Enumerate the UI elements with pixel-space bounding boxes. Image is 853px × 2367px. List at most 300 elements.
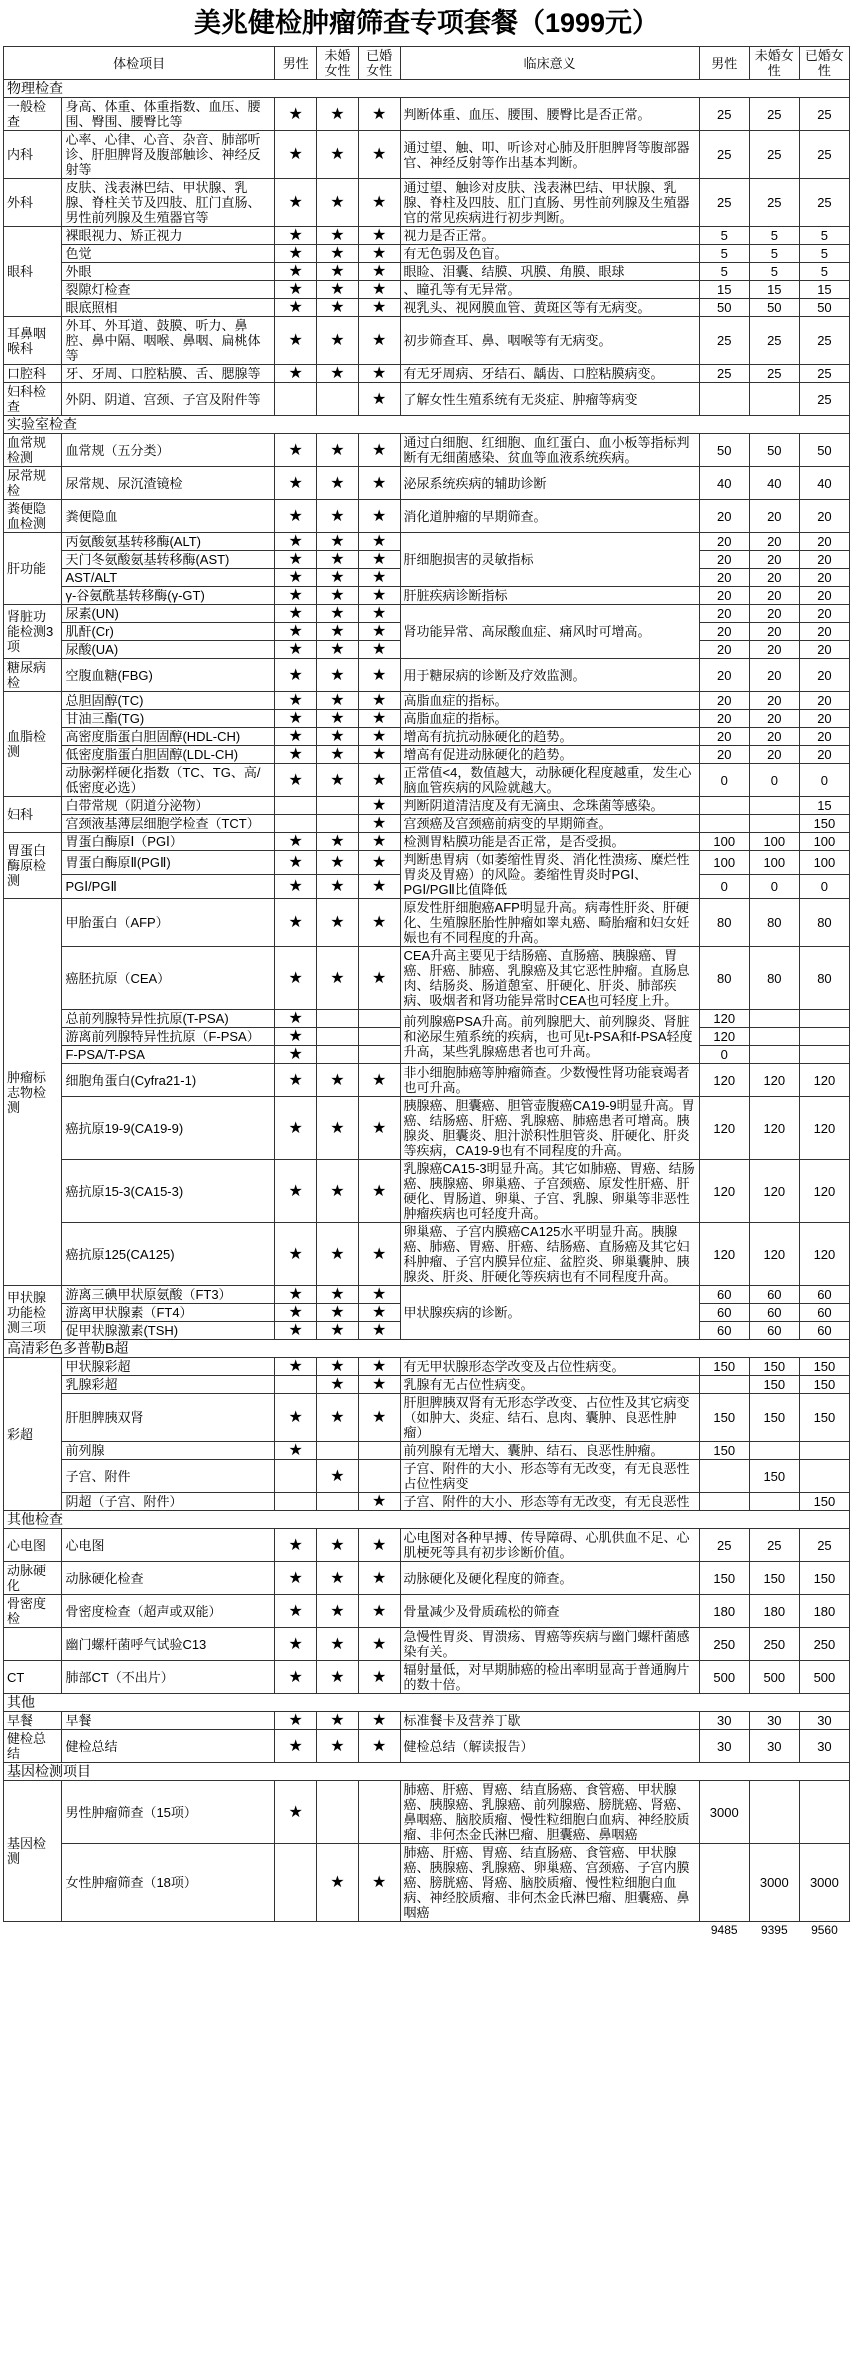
item-cell: 游离前列腺特异性抗原（F-PSA） <box>62 1028 275 1046</box>
price-unmarried-female: 100 <box>749 833 799 851</box>
male-star <box>275 1844 317 1922</box>
unmarried-female-star: ★ <box>317 1097 359 1160</box>
male-star: ★ <box>275 1730 317 1763</box>
price-unmarried-female: 20 <box>749 551 799 569</box>
table-row <box>4 1628 850 1661</box>
price-unmarried-female: 60 <box>749 1286 799 1304</box>
married-female-star: ★ <box>358 500 400 533</box>
table-row <box>4 1064 850 1097</box>
unmarried-female-star: ★ <box>317 746 359 764</box>
item-cell: 促甲状腺激素(TSH) <box>62 1322 275 1340</box>
male-star <box>275 815 317 833</box>
item-cell: 动脉粥样硬化指数（TC、TG、高/低密度必选） <box>62 764 275 797</box>
unmarried-female-star: ★ <box>317 1595 359 1628</box>
price-unmarried-female: 50 <box>749 434 799 467</box>
section-row <box>4 416 850 434</box>
table-row <box>4 587 850 605</box>
unmarried-female-star: ★ <box>317 875 359 899</box>
married-female-star: ★ <box>358 710 400 728</box>
married-female-star: ★ <box>358 1394 400 1442</box>
unmarried-female-star <box>317 815 359 833</box>
price-unmarried-female: 40 <box>749 467 799 500</box>
unmarried-female-star: ★ <box>317 1376 359 1394</box>
price-married-female: 5 <box>799 245 849 263</box>
meaning-cell: 检测胃粘膜功能是否正常，是否受损。 <box>400 833 699 851</box>
category-cell: 糖尿病检 <box>4 659 62 692</box>
table-row <box>4 1595 850 1628</box>
married-female-star: ★ <box>358 587 400 605</box>
price-unmarried-female: 120 <box>749 1064 799 1097</box>
price-married-female <box>799 1781 849 1844</box>
price-unmarried-female: 20 <box>749 533 799 551</box>
table-row <box>4 1358 850 1376</box>
meaning-cell: 甲状腺疾病的诊断。 <box>400 1286 699 1340</box>
male-star: ★ <box>275 1322 317 1340</box>
price-unmarried-female: 120 <box>749 1223 799 1286</box>
section-title: 其他检查 <box>4 1511 850 1529</box>
married-female-star: ★ <box>358 875 400 899</box>
price-male: 5 <box>699 263 749 281</box>
item-cell: 胃蛋白酶原Ⅱ(PGⅡ) <box>62 851 275 875</box>
item-cell: 癌抗原19-9(CA19-9) <box>62 1097 275 1160</box>
price-married-female: 25 <box>799 179 849 227</box>
item-cell: 癌抗原15-3(CA15-3) <box>62 1160 275 1223</box>
unmarried-female-star: ★ <box>317 1844 359 1922</box>
price-male: 80 <box>699 947 749 1010</box>
price-unmarried-female: 15 <box>749 281 799 299</box>
price-male: 120 <box>699 1010 749 1028</box>
meaning-cell: 宫颈癌及宫颈癌前病变的早期筛查。 <box>400 815 699 833</box>
table-row <box>4 1730 850 1763</box>
price-male <box>699 1460 749 1493</box>
price-unmarried-female: 30 <box>749 1730 799 1763</box>
section-title: 高清彩色多普勒B超 <box>4 1340 850 1358</box>
meaning-cell: 胰腺癌、胆囊癌、胆管壶腹癌CA19-9明显升高。胃癌、结肠癌、肝癌、乳腺癌、肺癌患者可增高。胰腺炎、胆囊炎、胆汁淤积性胆管炎、肝硬化、肝炎等疾病，CA19-9也有不同程度的升高。 <box>400 1097 699 1160</box>
married-female-star: ★ <box>358 299 400 317</box>
meaning-cell: 了解女性生殖系统有无炎症、肿瘤等病变 <box>400 383 699 416</box>
table-row <box>4 131 850 179</box>
header-row <box>4 47 850 80</box>
male-star: ★ <box>275 1223 317 1286</box>
price-married-female: 150 <box>799 1562 849 1595</box>
male-star: ★ <box>275 1661 317 1694</box>
married-female-star: ★ <box>358 1730 400 1763</box>
price-male: 80 <box>699 899 749 947</box>
price-married-female <box>799 1460 849 1493</box>
price-male: 20 <box>699 710 749 728</box>
category-cell: 尿常规检 <box>4 467 62 500</box>
price-male: 20 <box>699 659 749 692</box>
married-female-star: ★ <box>358 641 400 659</box>
married-female-star: ★ <box>358 851 400 875</box>
male-star <box>275 1376 317 1394</box>
meaning-cell: 消化道肿瘤的早期筛查。 <box>400 500 699 533</box>
category-cell: 妇科检查 <box>4 383 62 416</box>
price-male: 120 <box>699 1064 749 1097</box>
table-row <box>4 467 850 500</box>
male-star: ★ <box>275 569 317 587</box>
unmarried-female-star: ★ <box>317 1628 359 1661</box>
male-star: ★ <box>275 1712 317 1730</box>
table-row <box>4 1844 850 1922</box>
unmarried-female-star: ★ <box>317 317 359 365</box>
unmarried-female-star: ★ <box>317 533 359 551</box>
meaning-cell: 有无牙周病、牙结石、龋齿、口腔粘膜病变。 <box>400 365 699 383</box>
totals-row <box>4 1922 850 1940</box>
price-unmarried-female: 20 <box>749 587 799 605</box>
table-row <box>4 1712 850 1730</box>
male-star: ★ <box>275 551 317 569</box>
meaning-cell: 动脉硬化及硬化程度的筛查。 <box>400 1562 699 1595</box>
category-cell: 彩超 <box>4 1358 62 1511</box>
unmarried-female-star: ★ <box>317 1730 359 1763</box>
item-cell: 外耳、外耳道、鼓膜、听力、鼻腔、鼻中隔、咽喉、鼻咽、扁桃体等 <box>62 317 275 365</box>
unmarried-female-star: ★ <box>317 569 359 587</box>
table-row <box>4 815 850 833</box>
meaning-cell: 正常值<4，数值越大，动脉硬化程度越重，发生心脑血管疾病的风险就越大。 <box>400 764 699 797</box>
table-row <box>4 1010 850 1028</box>
married-female-star: ★ <box>358 281 400 299</box>
male-star: ★ <box>275 365 317 383</box>
section-title: 基因检测项目 <box>4 1763 850 1781</box>
item-cell: 皮肤、浅表淋巴结、甲状腺、乳腺、脊柱关节及四肢、肛门直肠、男性前列腺及生殖器官等 <box>62 179 275 227</box>
item-cell: 动脉硬化检查 <box>62 1562 275 1595</box>
price-male: 20 <box>699 587 749 605</box>
married-female-star: ★ <box>358 815 400 833</box>
total-unmarried-female: 9395 <box>760 1923 788 1937</box>
married-female-star: ★ <box>358 1529 400 1562</box>
price-unmarried-female: 60 <box>749 1322 799 1340</box>
male-star: ★ <box>275 1304 317 1322</box>
unmarried-female-star: ★ <box>317 833 359 851</box>
table-row <box>4 1493 850 1511</box>
item-cell: 肌酐(Cr) <box>62 623 275 641</box>
price-unmarried-female: 20 <box>749 623 799 641</box>
price-married-female: 150 <box>799 1358 849 1376</box>
male-star: ★ <box>275 434 317 467</box>
price-unmarried-female: 5 <box>749 263 799 281</box>
price-male: 25 <box>699 365 749 383</box>
item-cell: 心率、心律、心音、杂音、肺部听诊、肝胆脾肾及腹部触诊、神经反射等 <box>62 131 275 179</box>
meaning-cell: 急慢性胃炎、胃溃疡、胃癌等疾病与幽门螺杆菌感染有关。 <box>400 1628 699 1661</box>
price-unmarried-female: 50 <box>749 299 799 317</box>
table-row <box>4 98 850 131</box>
married-female-star <box>358 1010 400 1028</box>
price-married-female: 120 <box>799 1097 849 1160</box>
male-star: ★ <box>275 131 317 179</box>
married-female-star: ★ <box>358 797 400 815</box>
married-female-star: ★ <box>358 131 400 179</box>
married-female-star <box>358 1460 400 1493</box>
unmarried-female-star: ★ <box>317 1460 359 1493</box>
unmarried-female-star: ★ <box>317 1286 359 1304</box>
price-married-female: 25 <box>799 317 849 365</box>
male-star: ★ <box>275 1064 317 1097</box>
item-cell: 眼底照相 <box>62 299 275 317</box>
unmarried-female-star: ★ <box>317 227 359 245</box>
table-row <box>4 851 850 875</box>
price-unmarried-female: 150 <box>749 1358 799 1376</box>
male-star: ★ <box>275 227 317 245</box>
item-cell: 游离三碘甲状原氨酸（FT3） <box>62 1286 275 1304</box>
male-star: ★ <box>275 245 317 263</box>
price-married-female: 20 <box>799 569 849 587</box>
price-male <box>699 815 749 833</box>
section-row <box>4 1763 850 1781</box>
meaning-cell: 辐射量低，对早期肺癌的检出率明显高于普通胸片的数十倍。 <box>400 1661 699 1694</box>
item-cell: 尿酸(UA) <box>62 641 275 659</box>
male-star: ★ <box>275 728 317 746</box>
married-female-star: ★ <box>358 569 400 587</box>
table-row <box>4 605 850 623</box>
married-female-star: ★ <box>358 1376 400 1394</box>
price-male: 100 <box>699 833 749 851</box>
meaning-cell: 视力是否正常。 <box>400 227 699 245</box>
price-married-female: 20 <box>799 587 849 605</box>
header-male: 男性 <box>275 47 317 80</box>
item-cell: 血常规（五分类） <box>62 434 275 467</box>
unmarried-female-star <box>317 1442 359 1460</box>
price-male: 50 <box>699 299 749 317</box>
married-female-star: ★ <box>358 1493 400 1511</box>
price-unmarried-female: 100 <box>749 851 799 875</box>
married-female-star: ★ <box>358 1223 400 1286</box>
price-married-female: 20 <box>799 641 849 659</box>
meaning-cell: 肾功能异常、高尿酸血症、痛风时可增高。 <box>400 605 699 659</box>
male-star: ★ <box>275 500 317 533</box>
male-star <box>275 797 317 815</box>
price-unmarried-female: 25 <box>749 98 799 131</box>
unmarried-female-star <box>317 1781 359 1844</box>
meaning-cell: 通过望、触、叩、听诊对心肺及肝胆脾肾等腹部器官、神经反射等作出基本判断。 <box>400 131 699 179</box>
price-male: 20 <box>699 728 749 746</box>
male-star <box>275 1493 317 1511</box>
price-unmarried-female <box>749 797 799 815</box>
table-row <box>4 179 850 227</box>
table-row <box>4 728 850 746</box>
meaning-cell: 前列腺有无增大、囊肿、结石、良恶性肿瘤。 <box>400 1442 699 1460</box>
table-row <box>4 263 850 281</box>
meaning-cell: 通过白细胞、红细胞、血红蛋白、血小板等指标判断有无细菌感染、贫血等血液系统疾病。 <box>400 434 699 467</box>
price-married-female: 80 <box>799 899 849 947</box>
married-female-star: ★ <box>358 467 400 500</box>
table-row <box>4 1529 850 1562</box>
male-star: ★ <box>275 1160 317 1223</box>
item-cell: 总胆固醇(TC) <box>62 692 275 710</box>
price-married-female: 0 <box>799 764 849 797</box>
price-male <box>699 1376 749 1394</box>
married-female-star: ★ <box>358 263 400 281</box>
married-female-star: ★ <box>358 1286 400 1304</box>
meaning-cell: 高脂血症的指标。 <box>400 710 699 728</box>
married-female-star: ★ <box>358 605 400 623</box>
item-cell: 丙氨酸氨基转移酶(ALT) <box>62 533 275 551</box>
item-cell: 甲状腺彩超 <box>62 1358 275 1376</box>
item-cell: 乳腺彩超 <box>62 1376 275 1394</box>
male-star: ★ <box>275 641 317 659</box>
married-female-star: ★ <box>358 623 400 641</box>
male-star: ★ <box>275 1358 317 1376</box>
married-female-star: ★ <box>358 692 400 710</box>
category-cell: 粪便隐血检测 <box>4 500 62 533</box>
table-row <box>4 281 850 299</box>
item-cell: 甘油三酯(TG) <box>62 710 275 728</box>
price-male: 5 <box>699 245 749 263</box>
item-cell: F-PSA/T-PSA <box>62 1046 275 1064</box>
price-unmarried-female: 5 <box>749 227 799 245</box>
married-female-star: ★ <box>358 947 400 1010</box>
meaning-cell: 通过望、触诊对皮肤、浅表淋巴结、甲状腺、乳腺、脊柱及四肢、肛门直肠、男性前列腺及生殖器官的常见疾病进行初步判断。 <box>400 179 699 227</box>
price-unmarried-female <box>749 383 799 416</box>
category-cell: 甲状腺功能检测三项 <box>4 1286 62 1340</box>
table-row <box>4 227 850 245</box>
item-cell: 外眼 <box>62 263 275 281</box>
unmarried-female-star: ★ <box>317 851 359 875</box>
meaning-cell: 高脂血症的指标。 <box>400 692 699 710</box>
married-female-star: ★ <box>358 1661 400 1694</box>
meaning-cell: 初步筛查耳、鼻、咽喉等有无病变。 <box>400 317 699 365</box>
table-row <box>4 797 850 815</box>
meaning-cell: 有无甲状腺形态学改变及占位性病变。 <box>400 1358 699 1376</box>
table-row <box>4 1562 850 1595</box>
meaning-cell: 肺癌、肝癌、胃癌、结直肠癌、食管癌、甲状腺癌、胰腺癌、乳腺癌、前列腺癌、膀胱癌、肾癌、鼻咽癌、脑胶质瘤、慢性粒细胞白血病、神经胶质瘤、非何杰金氏淋巴瘤、胆囊癌、鼻咽癌 <box>400 1781 699 1844</box>
checkup-table <box>3 46 850 1939</box>
unmarried-female-star <box>317 1493 359 1511</box>
male-star: ★ <box>275 659 317 692</box>
category-cell: 耳鼻咽喉科 <box>4 317 62 365</box>
price-male: 20 <box>699 569 749 587</box>
header-item: 体检项目 <box>4 47 275 80</box>
price-male: 5 <box>699 227 749 245</box>
price-unmarried-female: 20 <box>749 728 799 746</box>
price-male: 150 <box>699 1442 749 1460</box>
price-male: 15 <box>699 281 749 299</box>
unmarried-female-star: ★ <box>317 551 359 569</box>
male-star: ★ <box>275 179 317 227</box>
male-star: ★ <box>275 263 317 281</box>
price-married-female: 20 <box>799 623 849 641</box>
male-star: ★ <box>275 587 317 605</box>
header-price-married-female: 已婚女性 <box>799 47 849 80</box>
price-male: 0 <box>699 875 749 899</box>
item-cell: 癌抗原125(CA125) <box>62 1223 275 1286</box>
item-cell: 女性肿瘤筛查（18项） <box>62 1844 275 1922</box>
price-unmarried-female <box>749 1010 799 1028</box>
price-married-female: 20 <box>799 710 849 728</box>
price-unmarried-female: 20 <box>749 641 799 659</box>
price-married-female: 120 <box>799 1223 849 1286</box>
price-unmarried-female: 80 <box>749 899 799 947</box>
meaning-cell: 增高有促进动脉硬化的趋势。 <box>400 746 699 764</box>
unmarried-female-star: ★ <box>317 1322 359 1340</box>
price-male: 20 <box>699 605 749 623</box>
unmarried-female-star: ★ <box>317 179 359 227</box>
price-unmarried-female: 20 <box>749 710 799 728</box>
meaning-cell: 增高有抗抗动脉硬化的趋势。 <box>400 728 699 746</box>
male-star: ★ <box>275 1781 317 1844</box>
item-cell: 肺部CT（不出片） <box>62 1661 275 1694</box>
item-cell: 牙、牙周、口腔粘膜、舌、腮腺等 <box>62 365 275 383</box>
male-star: ★ <box>275 467 317 500</box>
price-married-female: 30 <box>799 1730 849 1763</box>
price-unmarried-female <box>749 1781 799 1844</box>
price-unmarried-female: 3000 <box>749 1844 799 1922</box>
male-star: ★ <box>275 1286 317 1304</box>
category-cell: 外科 <box>4 179 62 227</box>
meaning-cell: 眼睑、泪囊、结膜、巩膜、角膜、眼球 <box>400 263 699 281</box>
category-cell: 血常规检测 <box>4 434 62 467</box>
price-unmarried-female <box>749 815 799 833</box>
table-row <box>4 533 850 551</box>
price-married-female: 15 <box>799 797 849 815</box>
price-male: 120 <box>699 1028 749 1046</box>
category-cell: 健检总结 <box>4 1730 62 1763</box>
unmarried-female-star <box>317 1010 359 1028</box>
male-star: ★ <box>275 533 317 551</box>
meaning-cell: 非小细胞肺癌等肿瘤筛查。少数慢性肾功能衰竭者也可升高。 <box>400 1064 699 1097</box>
male-star: ★ <box>275 1097 317 1160</box>
price-married-female: 5 <box>799 263 849 281</box>
price-married-female: 80 <box>799 947 849 1010</box>
price-married-female: 60 <box>799 1322 849 1340</box>
married-female-star: ★ <box>358 98 400 131</box>
price-male: 25 <box>699 131 749 179</box>
unmarried-female-star: ★ <box>317 1661 359 1694</box>
unmarried-female-star: ★ <box>317 1394 359 1442</box>
price-unmarried-female: 25 <box>749 131 799 179</box>
item-cell: 阴超（子宫、附件） <box>62 1493 275 1511</box>
price-married-female: 120 <box>799 1160 849 1223</box>
item-cell: 尿常规、尿沉渣镜检 <box>62 467 275 500</box>
section-row <box>4 1340 850 1358</box>
unmarried-female-star: ★ <box>317 98 359 131</box>
table-row <box>4 1781 850 1844</box>
price-male: 150 <box>699 1358 749 1376</box>
item-cell: 外阴、阴道、宫颈、子宫及附件等 <box>62 383 275 416</box>
male-star: ★ <box>275 764 317 797</box>
price-unmarried-female: 20 <box>749 692 799 710</box>
item-cell: 细胞角蛋白(Cyfra21-1) <box>62 1064 275 1097</box>
unmarried-female-star: ★ <box>317 587 359 605</box>
price-unmarried-female: 150 <box>749 1394 799 1442</box>
married-female-star: ★ <box>358 383 400 416</box>
price-married-female: 120 <box>799 1064 849 1097</box>
total-male: 9485 <box>710 1923 738 1937</box>
price-unmarried-female: 20 <box>749 605 799 623</box>
category-cell: 肿瘤标志物检测 <box>4 899 62 1286</box>
price-unmarried-female <box>749 1493 799 1511</box>
price-married-female: 20 <box>799 728 849 746</box>
price-married-female: 20 <box>799 533 849 551</box>
male-star: ★ <box>275 299 317 317</box>
price-married-female: 15 <box>799 281 849 299</box>
married-female-star: ★ <box>358 746 400 764</box>
price-married-female: 25 <box>799 383 849 416</box>
male-star: ★ <box>275 710 317 728</box>
unmarried-female-star: ★ <box>317 131 359 179</box>
price-unmarried-female <box>749 1046 799 1064</box>
unmarried-female-star: ★ <box>317 245 359 263</box>
male-star: ★ <box>275 851 317 875</box>
price-married-female: 150 <box>799 1376 849 1394</box>
unmarried-female-star: ★ <box>317 710 359 728</box>
unmarried-female-star: ★ <box>317 1160 359 1223</box>
male-star: ★ <box>275 281 317 299</box>
price-unmarried-female: 120 <box>749 1160 799 1223</box>
category-cell: 肝功能 <box>4 533 62 605</box>
married-female-star: ★ <box>358 1562 400 1595</box>
table-row <box>4 1097 850 1160</box>
